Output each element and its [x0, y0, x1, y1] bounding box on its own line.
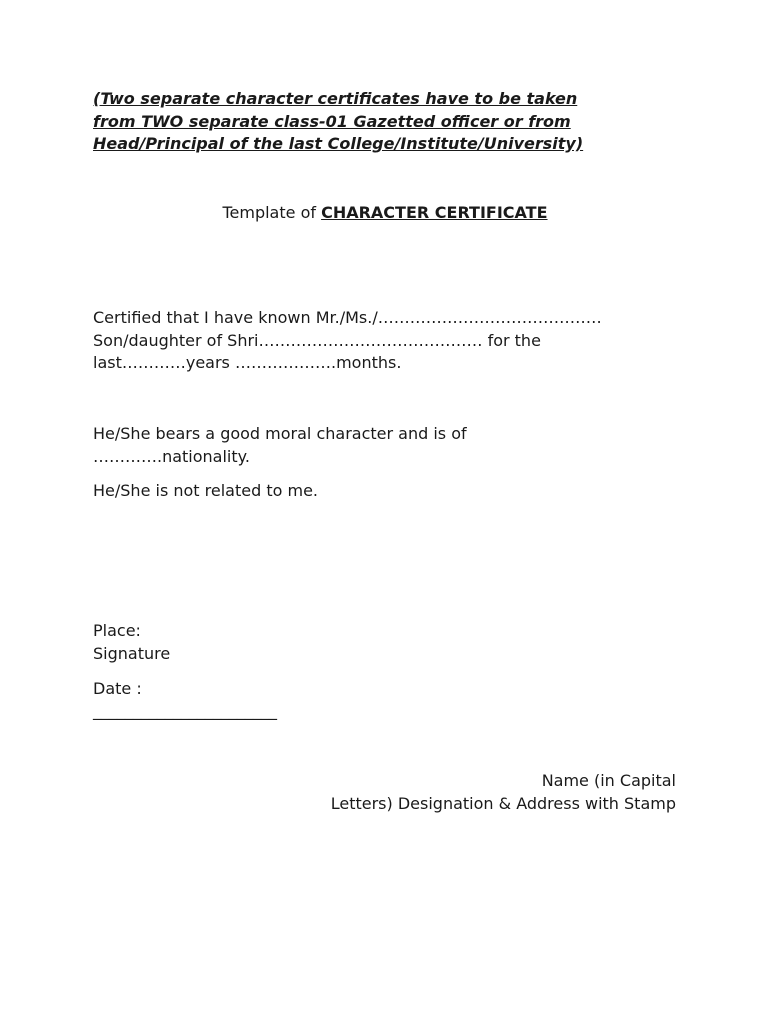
- place-label: Place:: [93, 621, 141, 640]
- signatory-details: [331, 769, 676, 815]
- certified-line-1: Certified that I have known Mr./Ms./……………………………………: [93, 308, 602, 327]
- signature-underline: _______________________: [93, 701, 277, 720]
- relation-line: He/She is not related to me.: [93, 481, 318, 500]
- date-block: [93, 678, 693, 701]
- certified-paragraph: [93, 307, 693, 375]
- signatory-line-1: Name (in Capital: [541, 771, 676, 790]
- certificate-heading: [0, 202, 770, 224]
- relation-paragraph: [93, 480, 693, 503]
- instruction-note-line-2: from TWO separate class-01 Gazetted officer or from: [93, 111, 571, 131]
- moral-line-1: He/She bears a good moral character and is of: [93, 424, 467, 443]
- signature-label: Signature: [93, 643, 171, 663]
- instruction-note: [93, 88, 693, 156]
- heading-prefix: Template of: [222, 203, 322, 222]
- moral-line-2: ………….nationality.: [93, 446, 250, 466]
- instruction-note-line-1: (Two separate character certificates have to be taken: [93, 89, 578, 108]
- heading-title: CHARACTER CERTIFICATE: [321, 203, 548, 222]
- certified-line-3: last…………years ……………….months.: [93, 353, 402, 372]
- moral-paragraph: [93, 423, 693, 468]
- certified-line-2: Son/daughter of Shri…………………………………… for the: [93, 330, 541, 350]
- date-label: Date :: [93, 679, 142, 698]
- signatory-line-2: Letters) Designation & Address with Stamp: [330, 794, 676, 813]
- instruction-note-line-3: Head/Principal of the last College/Institute/University): [93, 134, 584, 153]
- place-signature-block: [93, 620, 693, 665]
